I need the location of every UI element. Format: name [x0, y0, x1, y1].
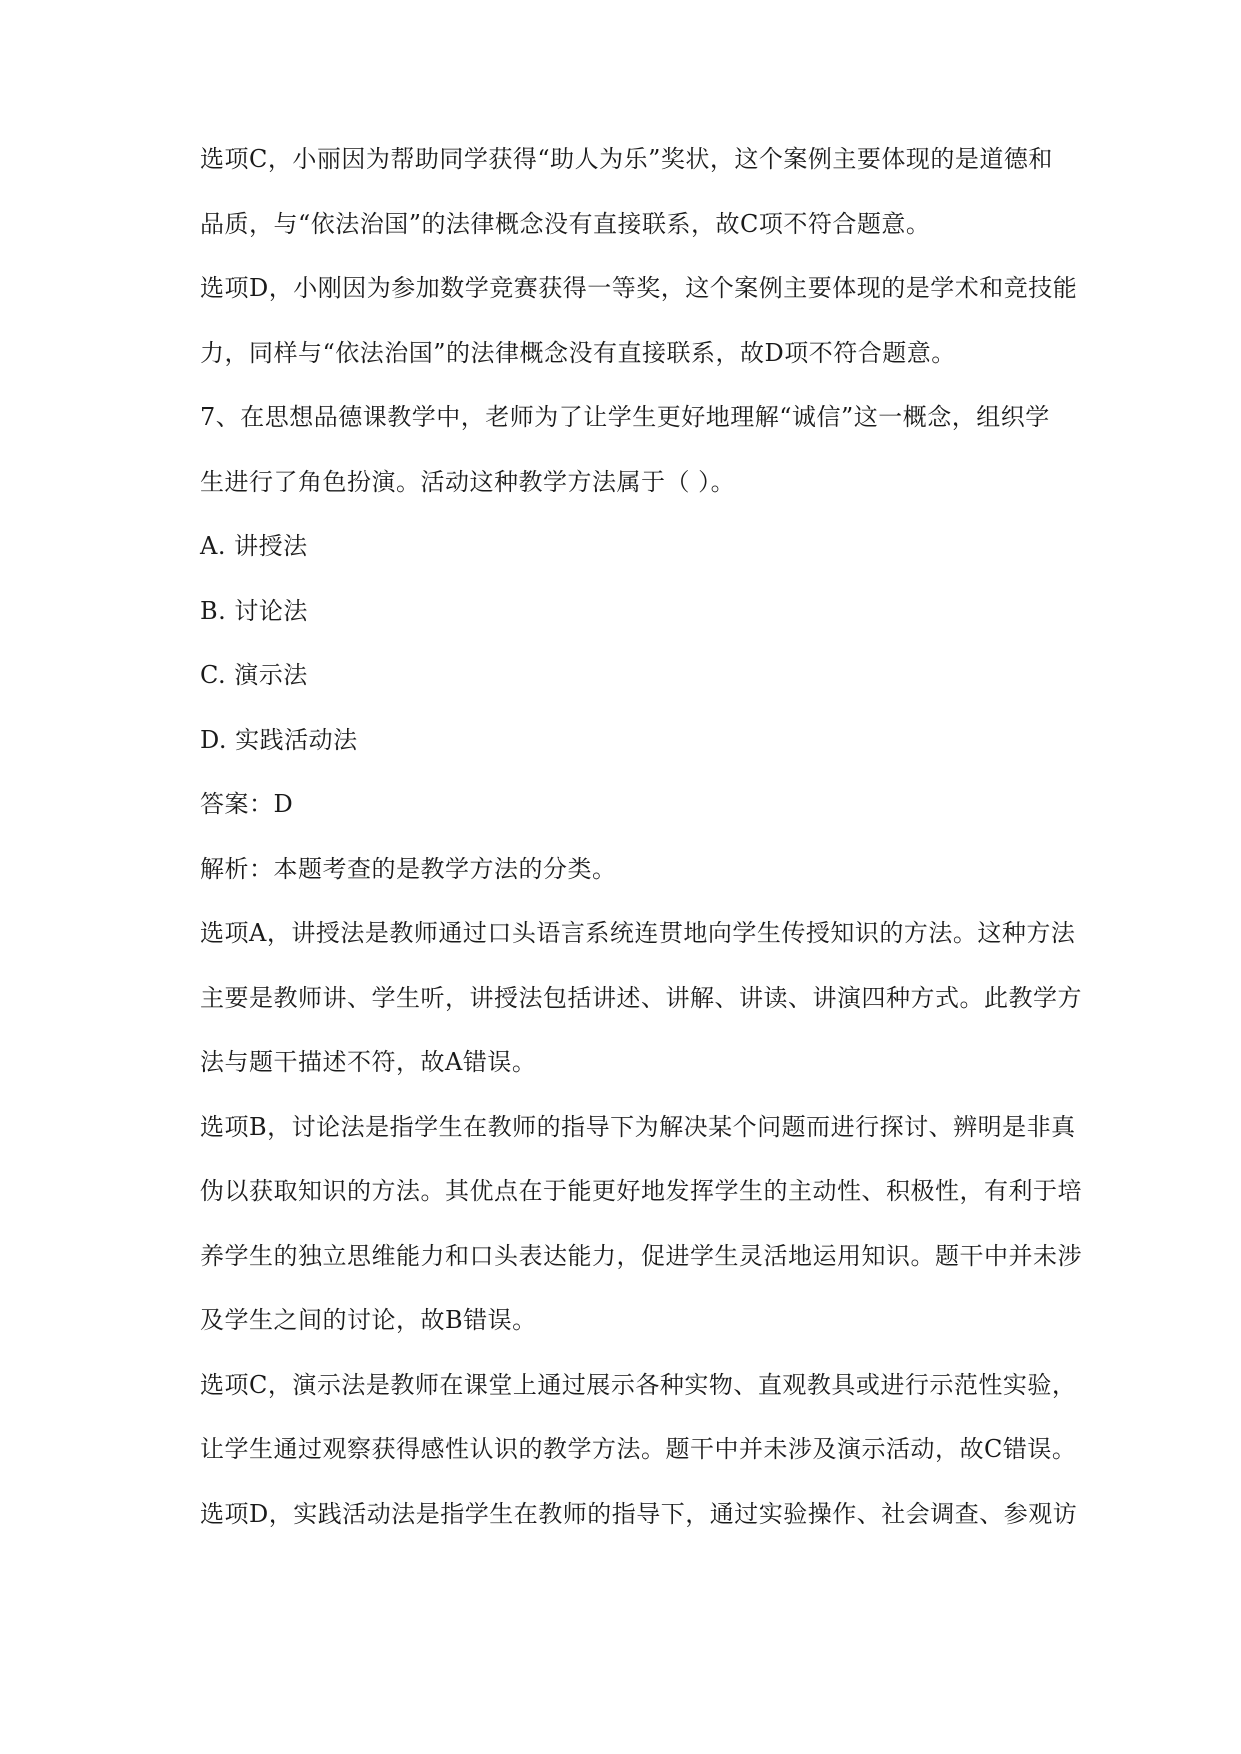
text-line: 品质，与“依法治国”的法律概念没有直接联系，故C项不符合题意。	[200, 209, 931, 238]
text-line: 选项B，讨论法是指学生在教师的指导下为解决某个问题而进行探讨、辨明是非真	[200, 1112, 1076, 1141]
text-line: 让学生通过观察获得感性认识的教学方法。题干中并未涉及演示活动，故C错误。	[200, 1435, 1077, 1463]
text-line: 选项A，讲授法是教师通过口头语言系统连贯地向学生传授知识的方法。这种方法	[200, 919, 1076, 947]
answer-line: 答案：D	[200, 790, 294, 818]
text-line: 伪以获取知识的方法。其优点在于能更好地发挥学生的主动性、积极性，有利于培	[200, 1177, 1082, 1205]
analysis-heading: 解析：本题考查的是教学方法的分类。	[200, 854, 617, 883]
text-line: 选项D，小刚因为参加数学竞赛获得一等奖，这个案例主要体现的是学术和竞技能	[200, 274, 1078, 302]
question-text: 生进行了角色扮演。活动这种教学方法属于（ ）。	[200, 467, 736, 496]
document-body	[200, 140, 1100, 1559]
text-line: 选项C，小丽因为帮助同学获得“助人为乐”奖状，这个案例主要体现的是道德和	[200, 145, 1053, 173]
option-a: A. 讲授法	[200, 532, 308, 560]
text-line: 及学生之间的讨论，故B错误。	[200, 1306, 537, 1334]
option-b: B. 讨论法	[200, 596, 308, 625]
option-d: D. 实践活动法	[200, 725, 358, 754]
option-c: C. 演示法	[200, 661, 308, 689]
text-line: 力，同样与“依法治国”的法律概念没有直接联系，故D项不符合题意。	[200, 338, 956, 367]
question-text: 7、在思想品德课教学中，老师为了让学生更好地理解“诚信”这一概念，组织学	[200, 403, 1050, 431]
text-line: 养学生的独立思维能力和口头表达能力，促进学生灵活地运用知识。题干中并未涉	[200, 1241, 1082, 1270]
text-line: 法与题干描述不符，故A错误。	[200, 1048, 537, 1076]
text-line: 选项D，实践活动法是指学生在教师的指导下，通过实验操作、社会调查、参观访	[200, 1499, 1078, 1528]
text-line: 主要是教师讲、学生听，讲授法包括讲述、讲解、讲读、讲演四种方式。此教学方	[200, 983, 1082, 1012]
text-line: 选项C，演示法是教师在课堂上通过展示各种实物、直观教具或进行示范性实验，	[200, 1370, 1077, 1399]
